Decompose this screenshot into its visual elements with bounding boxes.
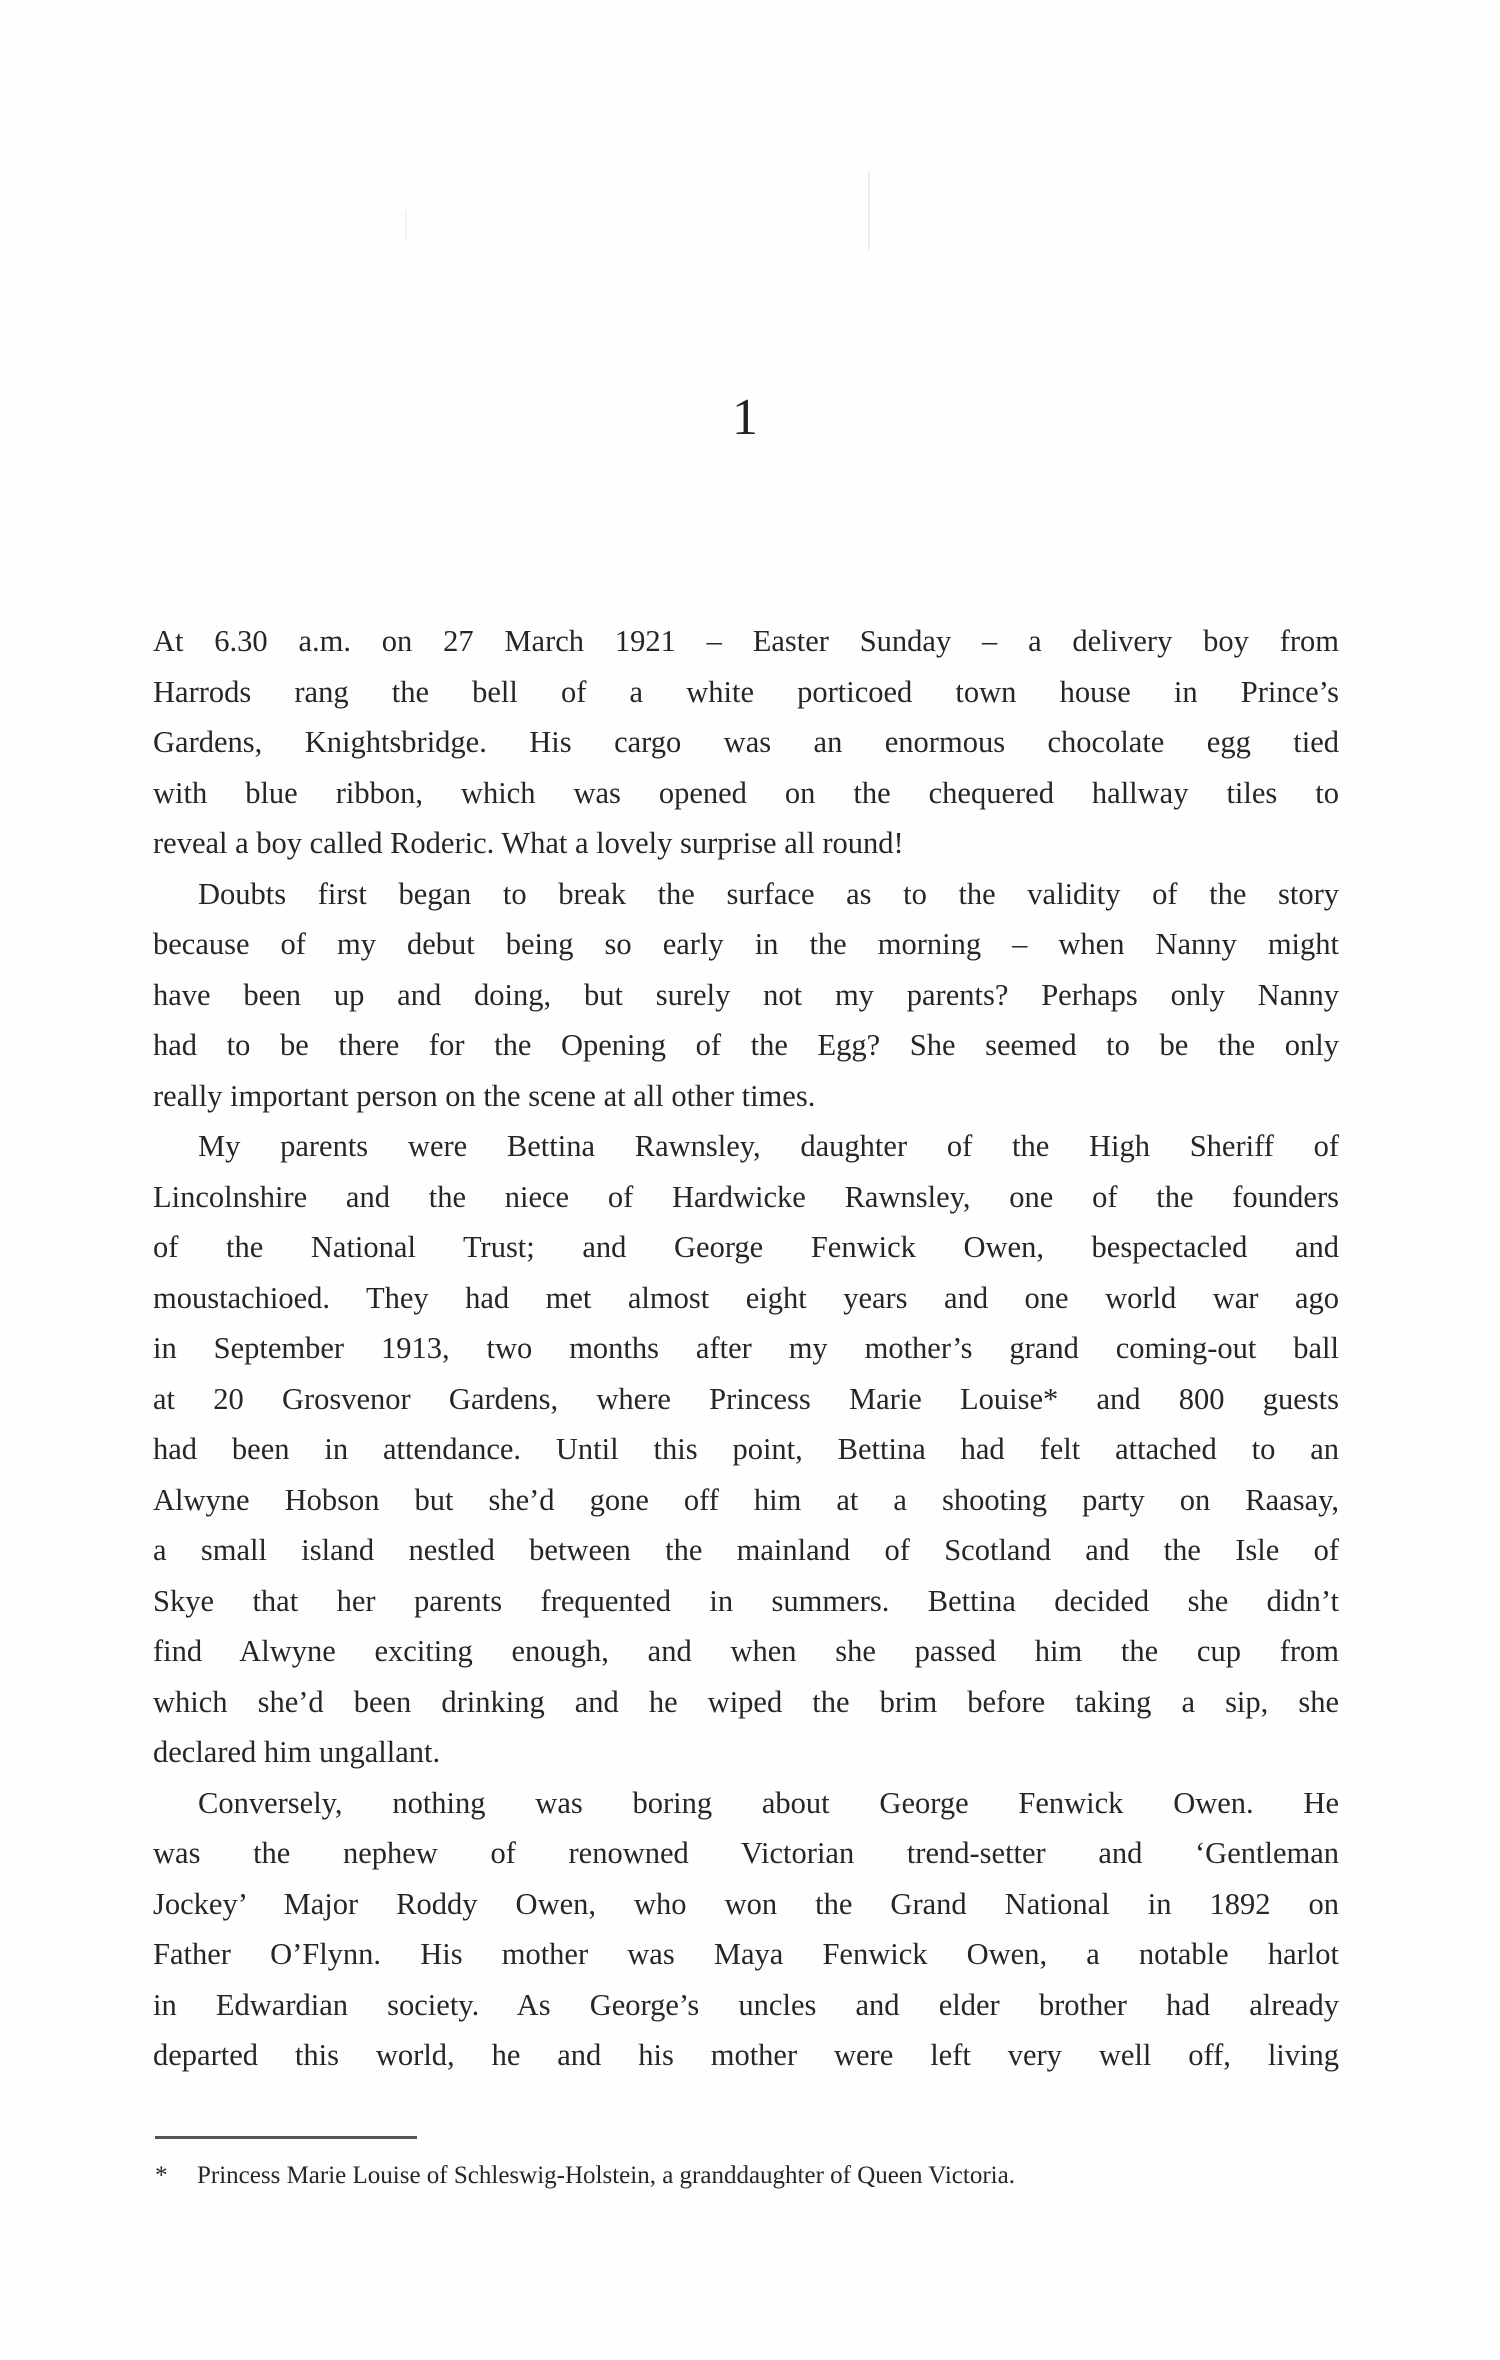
scan-artifact (405, 210, 407, 240)
paragraph (153, 1121, 1339, 1778)
footnote-marker: * (155, 2162, 168, 2189)
text-line: in September 1913, two months after my mother’s grand coming-out ball (153, 1331, 1339, 1365)
text-line: with blue ribbon, which was opened on the chequered hallway tiles to (153, 775, 1339, 810)
text-line: Alwyne Hobson but she’d gone off him at a shooting party on Raasay, (153, 1482, 1339, 1517)
text-line: Gardens, Knightsbridge. His cargo was an enormous chocolate egg tied (153, 725, 1339, 759)
paragraph (153, 869, 1339, 1122)
text-line: departed this world, he and his mother were left very well off, living (153, 2038, 1339, 2072)
paragraph (153, 616, 1339, 869)
text-line: of the National Trust; and George Fenwick Owen, bespectacled and (153, 1230, 1339, 1264)
text-line: in Edwardian society. As George’s uncles and elder brother had already (153, 1987, 1339, 2022)
text-line: at 20 Grosvenor Gardens, where Princess Marie Louise* and 800 guests (153, 1381, 1339, 1416)
text-line: Lincolnshire and the niece of Hardwicke Rawnsley, one of the founders (153, 1179, 1339, 1214)
footnote-text: Princess Marie Louise of Schleswig-Holstein, a granddaughter of Queen Victoria. (197, 2162, 1015, 2189)
text-line: because of my debut being so early in the morning – when Nanny might (153, 927, 1339, 961)
text-line: a small island nestled between the mainland of Scotland and the Isle of (153, 1533, 1339, 1567)
text-line: moustachioed. They had met almost eight years and one world war ago (153, 1280, 1339, 1315)
chapter-body (153, 616, 1339, 2081)
text-line: At 6.30 a.m. on 27 March 1921 – Easter Sunday – a delivery boy from (153, 624, 1339, 658)
text-line: which she’d been drinking and he wiped the brim before taking a sip, she (153, 1684, 1339, 1719)
text-line: Jockey’ Major Roddy Owen, who won the Grand National in 1892 on (153, 1886, 1339, 1921)
text-line: Conversely, nothing was boring about George Fenwick Owen. He (198, 1785, 1339, 1820)
text-line: was the nephew of renowned Victorian trend-setter and ‘Gentleman (153, 1836, 1339, 1870)
text-line: had been in attendance. Until this point, Bettina had felt attached to an (153, 1432, 1339, 1466)
scan-artifact (868, 170, 870, 250)
text-line: Skye that her parents frequented in summers. Bettina decided she didn’t (153, 1583, 1339, 1618)
footnote-divider (155, 2136, 417, 2139)
text-line: had to be there for the Opening of the Egg? She seemed to be the only (153, 1028, 1339, 1062)
text-line: declared him ungallant. (153, 1735, 441, 1769)
text-line: My parents were Bettina Rawnsley, daughter of the High Sheriff of (198, 1129, 1339, 1163)
chapter-number: 1 (732, 389, 758, 446)
text-line: Harrods rang the bell of a white porticoed town house in Prince’s (153, 674, 1339, 709)
text-line: really important person on the scene at all other times. (153, 1078, 816, 1113)
text-line: Doubts first began to break the surface as to the validity of the story (198, 876, 1339, 911)
text-line: Father O’Flynn. His mother was Maya Fenwick Owen, a notable harlot (153, 1937, 1339, 1971)
text-line: have been up and doing, but surely not my parents? Perhaps only Nanny (153, 977, 1339, 1012)
text-line: reveal a boy called Roderic. What a lovely surprise all round! (153, 826, 904, 860)
paragraph (153, 1778, 1339, 2081)
footnote (155, 2158, 1341, 2194)
text-line: find Alwyne exciting enough, and when she passed him the cup from (153, 1634, 1339, 1668)
